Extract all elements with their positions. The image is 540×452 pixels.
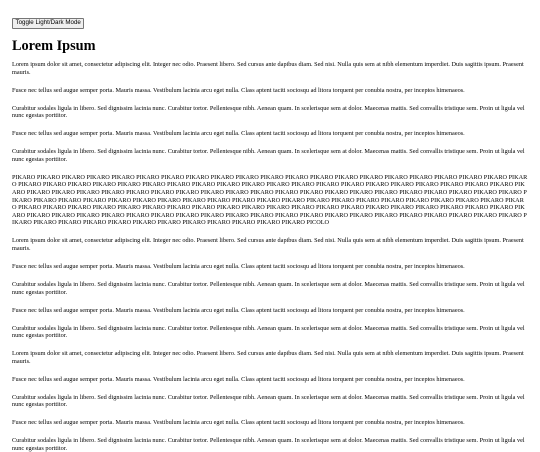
paragraph: Fusce nec tellus sed augue semper porta. Mauris massa. Vestibulum lacinia arcu eget nulla. Class aptent taciti sociosqu ad litora torquent per conubia nostra, per inceptos himenaeos.: [12, 130, 465, 138]
paragraph: Curabitur sodales ligula in libero. Sed dignissim lacinia nunc. Curabitur tortor. Pellentesque nibh. Aenean quam. In scelerisque sem at dolor. Maecenas mattis. Sed convallis tristique sem. Proin ut ligula vel nunc egestas porttitor.: [12, 280, 525, 296]
paragraph: Curabitur sodales ligula in libero. Sed dignissim lacinia nunc. Curabitur tortor. Pellentesque nibh. Aenean quam. In scelerisque sem at dolor. Maecenas mattis. Sed convallis tristique sem. Proin ut ligula vel nunc egestas porttitor.: [12, 148, 525, 163]
page-title: Lorem Ipsum: [12, 38, 96, 54]
toggle-dark-mode-button[interactable]: Toggle Light/Dark Mode: [12, 18, 84, 29]
paragraph: Fusce nec tellus sed augue semper porta. Mauris massa. Vestibulum lacinia arcu eget nulla. Class aptent taciti sociosqu ad litora torquent per conubia nostra, per inceptos himenaeos.: [12, 306, 465, 314]
paragraph: Curabitur sodales ligula in libero. Sed dignissim lacinia nunc. Curabitur tortor. Pellentesque nibh. Aenean quam. In scelerisque sem at dolor. Maecenas mattis. Sed convallis tristique sem. Proin ut ligula vel nunc egestas porttitor.: [12, 393, 525, 409]
paragraph: Lorem ipsum dolor sit amet, consectetur adipiscing elit. Integer nec odio. Praesent libero. Sed cursus ante dapibus diam. Sed nisi. Nulla quis sem at nibh elementum imperdiet. Duis sagittis ipsum. Praesent mauris.: [12, 61, 524, 76]
paragraph: Lorem ipsum dolor sit amet, consectetur adipiscing elit. Integer nec odio. Praesent libero. Sed cursus ante dapibus diam. Sed nisi. Nulla quis sem at nibh elementum imperdiet. Duis sagittis ipsum. Praesent mauris.: [12, 237, 524, 252]
paragraph: Fusce nec tellus sed augue semper porta. Mauris massa. Vestibulum lacinia arcu eget nulla. Class aptent taciti sociosqu ad litora torquent per conubia nostra, per inceptos himenaeos.: [12, 262, 465, 270]
pikaro-paragraph: PIKARO PIKARO PIKARO PIKARO PIKARO PIKARO PIKARO PIKARO PIKARO PIKARO PIKARO PIKARO PIKARO PIKARO PIKARO PIKARO PIKARO PIKARO PIKARO PIKARO PIKARO PIKARO PIKARO PIKARO PIKARO PIKARO PIKARO PIKARO PIKARO PIKARO PIKARO PIKARO PIKARO PIKARO PIKARO PIKARO PIKARO PIKARO PIKARO PIKARO PIKARO PIKARO PIKARO PIKARO PIKARO PIKARO PIKARO PIKARO PIKARO PIKARO PIKARO PIKARO PIKARO PIKARO PIKARO PIKARO PIKARO PIKARO PIKARO PIKARO PIKARO PIKARO PIKARO PIKARO PIKARO PIKARO PIKARO PIKARO PIKARO PIKARO PIKARO PIKARO PIKARO PIKARO PIKARO PIKARO PIKARO PIKARO PIKARO PIKARO PIKARO PIKARO PIKARO PIKARO PIKARO PIKARO PIKARO PIKARO PIKARO PIKARO PIKARO PIKARO PIKARO PIKARO PIKARO PIKARO PIKARO PIKARO PIKARO PIKARO PIKARO PIKARO PIKARO PIKARO PIKARO PIKARO PIKARO PIKARO PIKARO PIKARO PIKARO PIKARO PIKARO PIKARO PIKARO PIKARO PIKARO PIKARO PIKARO PIKARO PIKARO PIKARO PIKARO PIKARO PIKARO PIKARO PIKARO PIKARO PIKARO PIKARO PIKARO PIKARO PIKARO PIKARO PIKARO PIKARO PICOLO: [12, 173, 528, 227]
paragraph: Curabitur sodales ligula in libero. Sed dignissim lacinia nunc. Curabitur tortor. Pellentesque nibh. Aenean quam. In scelerisque sem at dolor. Maecenas mattis. Sed convallis tristique sem. Proin ut ligula vel nunc egestas porttitor.: [12, 437, 525, 452]
paragraph: Lorem ipsum dolor sit amet, consectetur adipiscing elit. Integer nec odio. Praesent libero. Sed cursus ante dapibus diam. Sed nisi. Nulla quis sem at nibh elementum imperdiet. Duis sagittis ipsum. Praesent mauris.: [12, 350, 524, 365]
paragraph: Fusce nec tellus sed augue semper porta. Mauris massa. Vestibulum lacinia arcu eget nulla. Class aptent taciti sociosqu ad litora torquent per conubia nostra, per inceptos himenaeos.: [12, 375, 465, 383]
paragraph: Curabitur sodales ligula in libero. Sed dignissim lacinia nunc. Curabitur tortor. Pellentesque nibh. Aenean quam. In scelerisque sem at dolor. Maecenas mattis. Sed convallis tristique sem. Proin ut ligula vel nunc egestas porttitor.: [12, 104, 525, 120]
paragraph: Fusce nec tellus sed augue semper porta. Mauris massa. Vestibulum lacinia arcu eget nulla. Class aptent taciti sociosqu ad litora torquent per conubia nostra, per inceptos himenaeos.: [12, 86, 465, 94]
paragraph: Fusce nec tellus sed augue semper porta. Mauris massa. Vestibulum lacinia arcu eget nulla. Class aptent taciti sociosqu ad litora torquent per conubia nostra, per inceptos himenaeos.: [12, 419, 465, 427]
paragraph: Curabitur sodales ligula in libero. Sed dignissim lacinia nunc. Curabitur tortor. Pellentesque nibh. Aenean quam. In scelerisque sem at dolor. Maecenas mattis. Sed convallis tristique sem. Proin ut ligula vel nunc egestas porttitor.: [12, 324, 525, 340]
